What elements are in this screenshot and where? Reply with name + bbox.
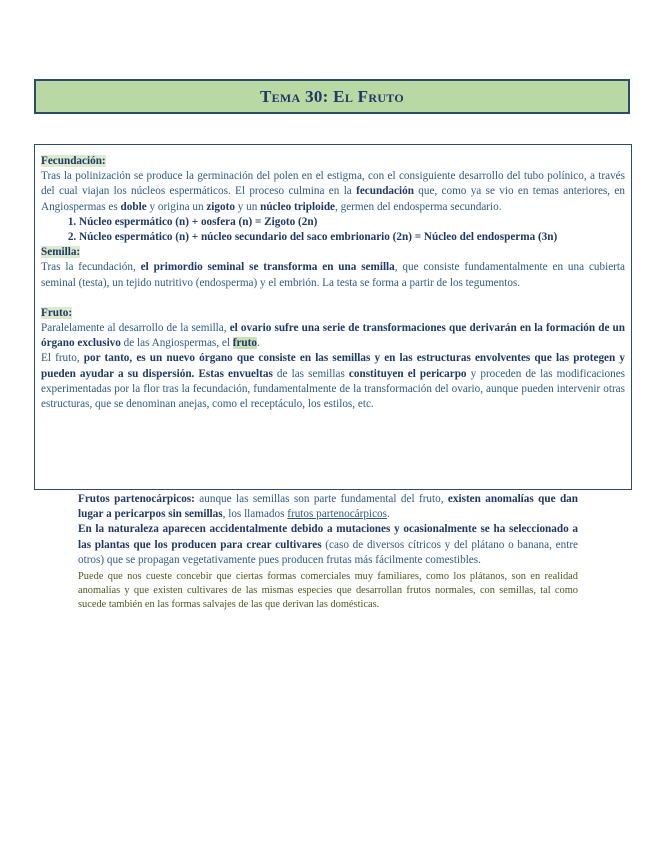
semilla-paragraph: Tras la fecundación, el primordio seminal se transforma en una semilla, que consiste fundamentalmente en una cubierta seminal (testa), un tejido nutritivo (endosperma) y el embrión. La testa se forma a partir de los tegumentos. xyxy=(41,261,625,289)
main-content-box xyxy=(34,144,632,490)
title-banner xyxy=(34,79,630,114)
fecundacion-heading: Fecundación: xyxy=(41,155,106,167)
fruto-heading: Fruto: xyxy=(41,306,73,319)
partenocarpicos-link[interactable]: frutos partenocárpicos xyxy=(287,508,387,521)
step-item: 2. Núcleo espermático (n) + núcleo secundario del saco embrionario (2n) = Núcleo del endosperma (3n) xyxy=(79,230,625,245)
partenocarpicos-paragraph-1: Frutos partenocárpicos: aunque las semillas son parte fundamental del fruto, existen anomalías que dan lugar a pericarpos sin semillas, los llamados frutos partenocárpicos. xyxy=(78,493,578,521)
spacer xyxy=(41,291,625,306)
page-title: Tema 30: El Fruto xyxy=(259,86,405,106)
fruto-paragraph-1: Paralelamente al desarrollo de la semilla, el ovario sufre una serie de transformaciones que derivarán en la formación de un órgano exclusivo de las Angiospermas, el fruto. xyxy=(41,322,625,350)
partenocarpicos-paragraph-3: Puede que nos cueste concebir que ciertas formas comerciales muy familiares, como los plátanos, son en realidad anomalías y que existen cultivares de las mismas especies que desarrollan frutos normales, con semillas, tal como sucede también en las formas salvajes de las que derivan las domésticas. xyxy=(78,571,578,611)
partenocarpicos-section xyxy=(78,492,578,613)
semilla-heading: Semilla: xyxy=(41,246,81,259)
step-item: 1. Núcleo espermático (n) + oosfera (n) = Zigoto (2n) xyxy=(79,215,625,230)
partenocarpicos-paragraph-2: En la naturaleza aparecen accidentalmente debido a mutaciones y ocasionalmente se ha seleccionado a las plantas que los producen para crear cultivares (caso de diversos cítricos y del plátano o banana, entre otros) que se propagan vegetativamente pues producen frutas más fácilmente comestibles. xyxy=(78,523,579,566)
fecundacion-steps xyxy=(41,215,625,245)
fecundacion-paragraph: Tras la polinización se produce la germinación del polen en el estigma, con el consiguiente desarrollo del tubo polínico, a través del cual viajan los núcleos espermáticos. El proceso culmina en la fecundación que, como ya se vio en temas anteriores, en Angiospermas es doble y origina un zigoto y un núcleo triploide, germen del endosperma secundario. xyxy=(41,170,625,213)
fruto-paragraph-2: El fruto, por tanto, es un nuevo órgano que consiste en las semillas y en las estructuras envolventes que las protegen y pueden ayudar a su dispersión. Estas envueltas de las semillas constituyen el pericarpo y proceden de las modificaciones experimentadas por la flor tras la fecundación, fundamentalmente de la transformación del ovario, aunque pueden intervenir otras estructuras, que se denominan anejas, como el receptáculo, los estilos, etc. xyxy=(41,352,626,411)
